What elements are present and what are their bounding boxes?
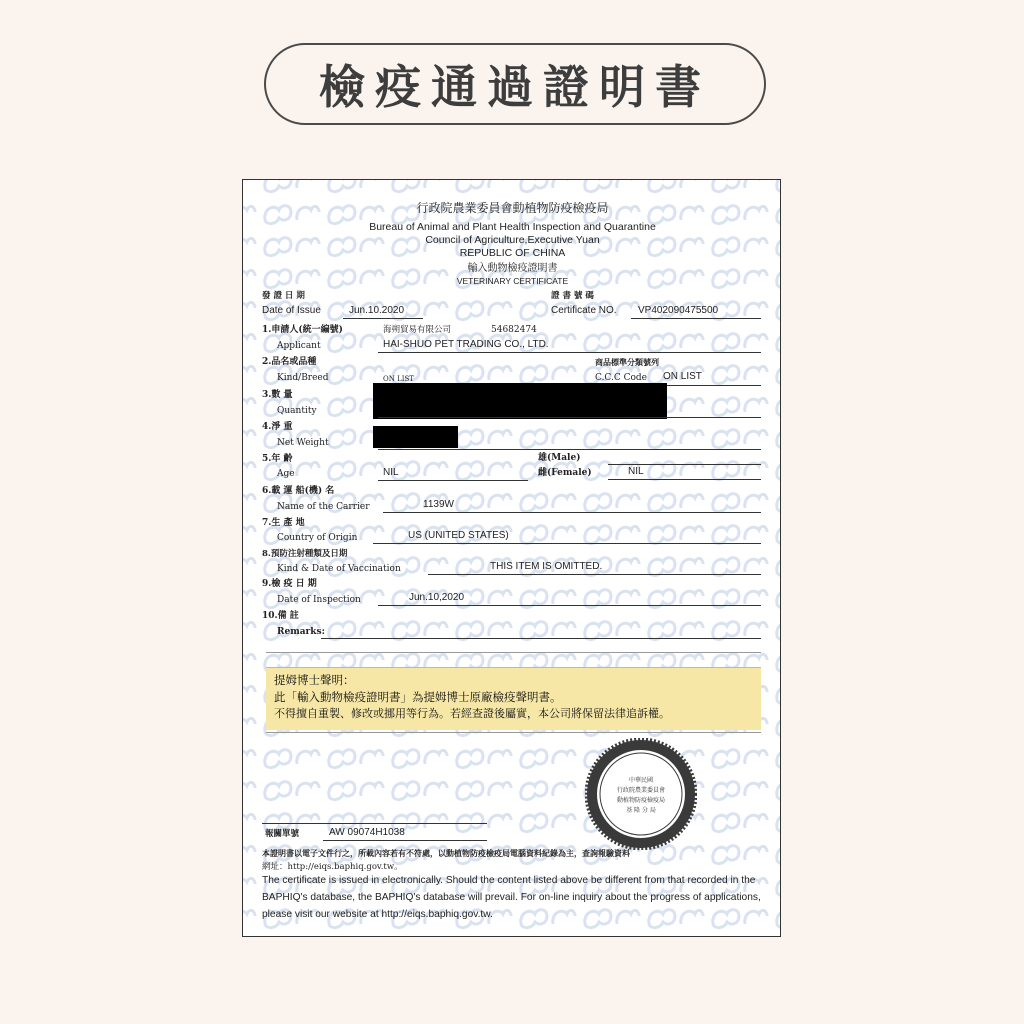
notice-line-2: 此「輸入動物檢疫證明書」為提姆博士原廠檢疫聲明書。 — [274, 690, 562, 704]
official-seal-icon — [585, 738, 697, 850]
remarks-label-en: Remarks: — [277, 627, 325, 637]
kind-label-zh: 2.品名或品種 — [262, 357, 317, 367]
doc-title-zh: 輸入動物檢疫證明書 — [467, 263, 558, 274]
disclaimer-notice — [266, 667, 761, 730]
ccc-value: ON LIST — [663, 371, 702, 382]
footer-zh-2: 網址：http://eiqs.baphiq.gov.tw。 — [262, 862, 403, 872]
kind-value: ON LIST — [383, 375, 414, 383]
seal-line-1: 中華民國 — [628, 777, 654, 784]
inspection-label-zh: 9.檢 疫 日 期 — [262, 579, 317, 589]
header-en-2: Council of Agriculture,Executive Yuan — [425, 234, 600, 246]
inspection-value: Jun.10,2020 — [409, 592, 465, 603]
cert-no-label-en: Certificate NO. — [551, 305, 617, 316]
quantity-label-en: Quantity — [277, 406, 317, 416]
redaction-bar — [373, 426, 458, 448]
issue-date-label-en: Date of Issue — [262, 305, 321, 316]
age-label-en: Age — [277, 469, 295, 479]
issue-date-value: Jun.10.2020 — [349, 305, 405, 316]
cert-no-value: VP402090475500 — [638, 305, 719, 316]
applicant-label-en: Applicant — [277, 341, 321, 351]
vaccination-label-en: Kind & Date of Vaccination — [277, 564, 401, 574]
female-value: NIL — [628, 466, 644, 477]
vaccination-label-zh: 8.預防注射種類及日期 — [262, 549, 348, 559]
report-no-value: AW 09074H1038 — [329, 827, 405, 838]
origin-label-zh: 7.生 產 地 — [262, 518, 305, 528]
ccc-label-en: C.C.C Code — [595, 373, 647, 383]
notice-line-1: 提姆博士聲明： — [274, 673, 355, 687]
carrier-label-zh: 6.載 運 船(機) 名 — [262, 486, 335, 496]
footer-en: The certificate is issued in electronically. Should the content listed above be different from that recorded in the BAPHIQ's database, the BAPHIQ's database will prevail. For on-line inquiry about the progress of applications, please visit our website at http://eiqs.baphiq.gov.tw. — [262, 875, 761, 920]
kind-label-en: Kind/Breed — [277, 373, 329, 383]
applicant-label-zh: 1.申請人(統一編號) — [262, 325, 343, 335]
header-zh: 行政院農業委員會動植物防疫檢疫局 — [416, 201, 609, 215]
veterinary-certificate — [242, 179, 781, 937]
header-en-3: REPUBLIC OF CHINA — [459, 247, 566, 259]
notice-line-3: 不得擅自重製、修改或挪用等行為。若經查證後屬實，本公司將保留法律追訴權。 — [274, 707, 670, 720]
applicant-name-zh: 海朔貿易有限公司 — [383, 325, 452, 335]
applicant-name-en: HAI-SHUO PET TRADING CO., LTD. — [383, 339, 549, 350]
header-en-1: Bureau of Animal and Plant Health Inspection and Quarantine — [369, 221, 656, 233]
age-value: NIL — [383, 467, 399, 478]
seal-line-2: 行政院農業委員會 — [616, 787, 666, 794]
doc-title-en: VETERINARY CERTIFICATE — [456, 276, 569, 286]
female-label: 雌(Female) — [538, 468, 592, 478]
cert-no-label-zh: 證 書 號 碼 — [551, 291, 594, 301]
ccc-label-zh: 商品標準分類號列 — [595, 357, 659, 367]
seal-line-3: 動植物防疫檢疫局 — [616, 797, 666, 804]
page-title: 檢疫通過證明書 — [264, 43, 766, 125]
report-no-label: 報關單號 — [265, 829, 300, 839]
net-weight-label-en: Net Weight — [277, 438, 329, 448]
inspection-label-en: Date of Inspection — [277, 595, 361, 605]
issue-date-label-zh: 發 證 日 期 — [262, 291, 305, 301]
origin-label-en: Country of Origin — [277, 533, 358, 543]
net-weight-label-zh: 4.淨 重 — [262, 422, 293, 432]
origin-value: US (UNITED STATES) — [408, 530, 509, 541]
footer-zh-1: 本證明書以電子文件行之，所載內容若有不符處，以動植物防疫檢疫局電腦資料紀錄為主，查詢報驗資料 — [262, 848, 630, 858]
seal-line-4: 基 隆 分 局 — [626, 807, 656, 814]
male-label: 雄(Male) — [538, 453, 581, 463]
applicant-id: 54682474 — [491, 325, 537, 335]
vaccination-value: THIS ITEM IS OMITTED. — [490, 561, 603, 572]
remarks-label-zh: 10.備 註 — [262, 611, 299, 621]
carrier-label-en: Name of the Carrier — [277, 502, 370, 512]
carrier-value: 1139W — [423, 499, 454, 510]
quantity-label-zh: 3.數 量 — [262, 390, 293, 400]
redaction-bar — [373, 383, 667, 419]
age-label-zh: 5.年 齡 — [262, 454, 293, 464]
